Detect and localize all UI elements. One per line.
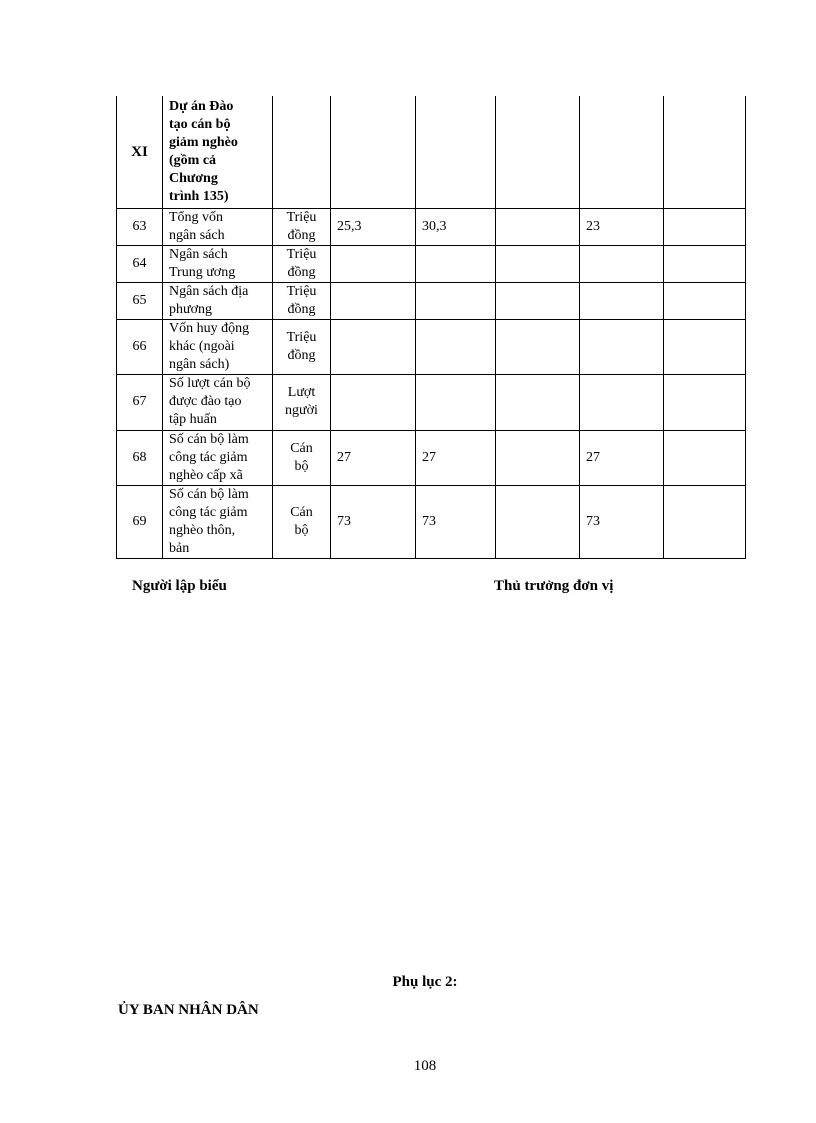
indicator-name-line: Vốn huy động	[169, 320, 250, 336]
value-cell	[664, 282, 746, 319]
unit-line: Triệu	[286, 283, 317, 299]
value-cell	[496, 208, 580, 245]
unit-cell	[273, 374, 331, 430]
empty-cell	[273, 96, 331, 208]
unit-cell	[273, 319, 331, 374]
row-number-cell: 68	[117, 430, 163, 485]
indicator-name-line: Ngân sách	[169, 246, 228, 262]
indicator-name-line: Tổng vốn	[169, 209, 224, 225]
value-cell	[496, 245, 580, 282]
value-cell	[664, 485, 746, 558]
value-cell	[664, 319, 746, 374]
indicator-name-cell	[163, 430, 273, 485]
unit-line: bộ	[294, 458, 309, 474]
indicator-name-line: khác (ngoài	[169, 338, 235, 354]
indicator-name-cell	[163, 485, 273, 558]
unit-line: Cán	[290, 440, 313, 456]
value-cell	[496, 485, 580, 558]
table-row	[117, 374, 746, 430]
value-cell	[331, 245, 416, 282]
unit-line: đồng	[287, 227, 316, 243]
indicator-name-cell	[163, 319, 273, 374]
value-cell: 27	[416, 430, 496, 485]
indicator-name-line: ngân sách	[169, 227, 225, 243]
indicator-name-line: Số cán bộ làm	[169, 431, 249, 447]
value-cell: 25,3	[331, 208, 416, 245]
unit-line: người	[285, 403, 318, 418]
value-cell: 30,3	[416, 208, 496, 245]
unit-line: Lượt	[287, 385, 316, 400]
table-row	[117, 245, 746, 282]
unit-line: Cán	[290, 504, 313, 520]
indicator-name-line: công tác giảm	[169, 504, 248, 520]
value-cell: 23	[580, 208, 664, 245]
table-row	[117, 430, 746, 485]
unit-line: đồng	[287, 301, 316, 317]
value-cell	[496, 374, 580, 430]
empty-cell	[416, 96, 496, 208]
preparer-signature-label: Người lập biểu	[132, 578, 227, 594]
row-number-cell: 67	[117, 374, 163, 430]
unit-line: đồng	[287, 264, 316, 280]
indicator-name-line: ngân sách)	[169, 356, 230, 372]
value-cell	[496, 319, 580, 374]
row-number-cell: 64	[117, 245, 163, 282]
value-cell	[664, 374, 746, 430]
section-title-line: giảm nghèo	[169, 134, 238, 150]
indicator-name-line: công tác giảm	[169, 449, 248, 465]
row-number-cell: 66	[117, 319, 163, 374]
unit-cell	[273, 485, 331, 558]
unit-line: Triệu	[286, 246, 317, 262]
section-title-line: Dự án Đào	[169, 98, 234, 114]
indicator-name-line: được đào tạo	[169, 394, 242, 409]
indicator-name-line: Số lượt cán bộ	[169, 376, 251, 391]
value-cell	[580, 374, 664, 430]
table-body	[117, 96, 746, 558]
report-table	[116, 96, 746, 559]
value-cell: 73	[331, 485, 416, 558]
value-cell	[580, 282, 664, 319]
appendix-title: Phụ lục 2:	[392, 974, 458, 990]
value-cell	[416, 374, 496, 430]
unit-cell	[273, 430, 331, 485]
section-row	[117, 96, 746, 208]
row-number-cell: 63	[117, 208, 163, 245]
value-cell: 73	[580, 485, 664, 558]
section-title-line: (gồm cả	[169, 152, 217, 168]
unit-line: Triệu	[286, 329, 317, 345]
table-row	[117, 319, 746, 374]
section-title-line: tạo cán bộ	[169, 116, 231, 132]
value-cell	[331, 282, 416, 319]
value-cell	[664, 208, 746, 245]
empty-cell	[331, 96, 416, 208]
indicator-name-cell	[163, 282, 273, 319]
row-number-cell: 69	[117, 485, 163, 558]
indicator-name-line: Số cán bộ làm	[169, 486, 249, 502]
value-cell	[664, 245, 746, 282]
empty-cell	[664, 96, 746, 208]
value-cell: 73	[416, 485, 496, 558]
unit-cell	[273, 245, 331, 282]
table-row	[117, 208, 746, 245]
value-cell	[664, 430, 746, 485]
unit-cell	[273, 208, 331, 245]
indicator-name-line: nghèo cấp xã	[169, 467, 243, 483]
indicator-name-cell	[163, 245, 273, 282]
value-cell	[416, 245, 496, 282]
section-title-line: trình 135)	[169, 188, 229, 204]
value-cell: 27	[331, 430, 416, 485]
value-cell	[416, 282, 496, 319]
page-number: 108	[413, 1058, 437, 1074]
committee-heading: ỦY BAN NHÂN DÂN	[118, 1002, 259, 1018]
value-cell	[331, 374, 416, 430]
unit-line: bộ	[294, 522, 309, 538]
empty-cell	[496, 96, 580, 208]
section-title	[163, 96, 273, 208]
unit-cell	[273, 282, 331, 319]
value-cell	[496, 430, 580, 485]
value-cell	[580, 319, 664, 374]
unit-line: đồng	[287, 347, 316, 363]
value-cell: 27	[580, 430, 664, 485]
indicator-name-line: phương	[169, 301, 212, 317]
indicator-name-line: nghèo thôn,	[169, 522, 236, 538]
indicator-name-cell	[163, 208, 273, 245]
section-title-line: Chương	[169, 170, 218, 186]
row-number-cell: 65	[117, 282, 163, 319]
empty-cell	[580, 96, 664, 208]
indicator-name-cell	[163, 374, 273, 430]
value-cell	[331, 319, 416, 374]
indicator-name-line: Trung ương	[169, 264, 236, 280]
value-cell	[580, 245, 664, 282]
indicator-name-line: bản	[169, 540, 190, 556]
unit-head-signature-label: Thủ trưởng đơn vị	[494, 578, 614, 594]
table-row	[117, 485, 746, 558]
indicator-name-line: tập huấn	[169, 412, 217, 427]
unit-line: Triệu	[286, 209, 317, 225]
section-code: XI	[117, 96, 163, 208]
indicator-name-line: Ngân sách địa	[169, 283, 249, 299]
value-cell	[416, 319, 496, 374]
table-row	[117, 282, 746, 319]
value-cell	[496, 282, 580, 319]
